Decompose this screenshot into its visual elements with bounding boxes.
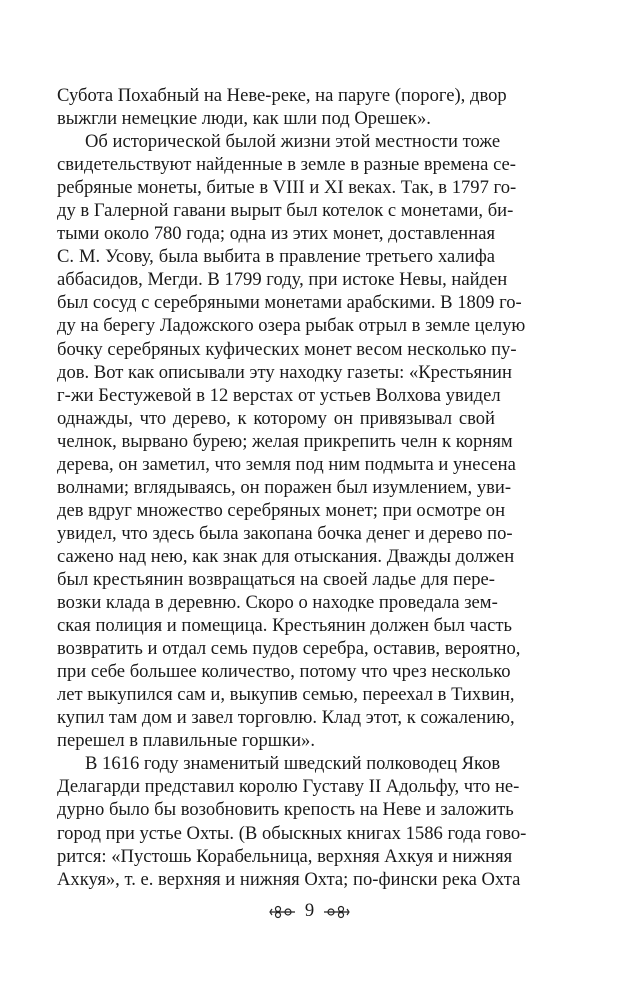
text-line: бочку серебряных куфических монет весом несколько пу- bbox=[57, 338, 517, 360]
text-line: аббасидов, Мегди. В 1799 году, при истоке Невы, найден bbox=[57, 269, 508, 291]
fleuron-right-icon bbox=[322, 905, 350, 919]
text-line: В 1616 году знаменитый шведский полководец Яков bbox=[85, 753, 501, 775]
text-line: выжгли немецкие люди, как шли под Орешек». bbox=[57, 108, 431, 130]
text-line: при себе большее количество, потому что чрез несколько bbox=[57, 661, 511, 683]
text-line: г-жи Бестужевой в 12 верстах от устьев Волхова увидел bbox=[57, 384, 501, 406]
text-line: Делагарди представил королю Густаву II Адольфу, что не- bbox=[57, 776, 520, 798]
text-line: ская полиция и помещица. Крестьянин должен был часть bbox=[57, 615, 512, 637]
text-line: был крестьянин возвращаться на своей ладье для пере- bbox=[57, 568, 495, 590]
text-line: ду в Галерной гавани вырыт был котелок с монетами, би- bbox=[57, 200, 514, 222]
body-text bbox=[57, 84, 527, 891]
text-line: С. М. Усову, была выбита в правление третьего халифа bbox=[57, 246, 495, 268]
text-line: сажено над нею, как знак для отыскания. Дважды должен bbox=[57, 545, 515, 567]
text-line: дурно было бы возобновить крепость на Неве и заложить bbox=[57, 799, 514, 821]
text-line: ду на берегу Ладожского озера рыбак отрыл в земле целую bbox=[57, 315, 526, 337]
text-line: перешел в плавильные горшки». bbox=[57, 730, 315, 752]
text-line: лет выкупился сам и, выкупив семью, переехал в Тихвин, bbox=[57, 684, 515, 706]
text-line: рится: «Пустошь Корабельница, верхняя Ахкуя и нижняя bbox=[57, 845, 513, 867]
text-line: дерева, он заметил, что земля под ним подмыта и унесена bbox=[57, 453, 516, 475]
fleuron-left-icon bbox=[269, 905, 297, 919]
text-line: Об исторической былой жизни этой местности тоже bbox=[85, 131, 501, 153]
text-line: однажды, что дерево, к которому он привязывал свой bbox=[57, 407, 495, 429]
text-line: дев вдруг множество серебряных монет; при осмотре он bbox=[57, 499, 506, 521]
text-line: дов. Вот как описывали эту находку газеты: «Крестьянин bbox=[57, 361, 512, 383]
text-line: увидел, что здесь была закопана бочка денег и дерево по- bbox=[57, 522, 513, 544]
text-line: волнами; вглядываясь, он поражен был изумлением, уви- bbox=[57, 476, 512, 498]
page-number: 9 bbox=[304, 900, 315, 921]
text-line: город при устье Охты. (В обыскных книгах 1586 года гово- bbox=[57, 822, 527, 844]
text-line: купил там дом и завел торговлю. Клад этот, к сожалению, bbox=[57, 707, 515, 729]
text-line: возвратить и отдал семь пудов серебра, оставив, вероятно, bbox=[57, 638, 521, 660]
text-line: свидетельствуют найденные в земле в разные времена се- bbox=[57, 154, 516, 176]
text-line: возки клада в деревню. Скоро о находке проведала зем- bbox=[57, 592, 498, 614]
text-line: Субота Похабный на Неве-реке, на паруге (пороге), двор bbox=[57, 85, 507, 106]
text-line: ребряные монеты, битые в VIII и XI веках. Так, в 1797 го- bbox=[57, 177, 517, 199]
page-footer bbox=[0, 898, 619, 924]
text-line: тыми около 780 года; одна из этих монет, доставленная bbox=[57, 223, 495, 245]
text-line: был сосуд с серебряными монетами арабскими. В 1809 го- bbox=[57, 292, 522, 314]
text-line: челнок, вырвано бурею; желая прикрепить челн к корням bbox=[57, 430, 513, 452]
text-line: Ахкуя», т. е. верхняя и нижняя Охта; по-фински река Охта bbox=[57, 868, 521, 890]
